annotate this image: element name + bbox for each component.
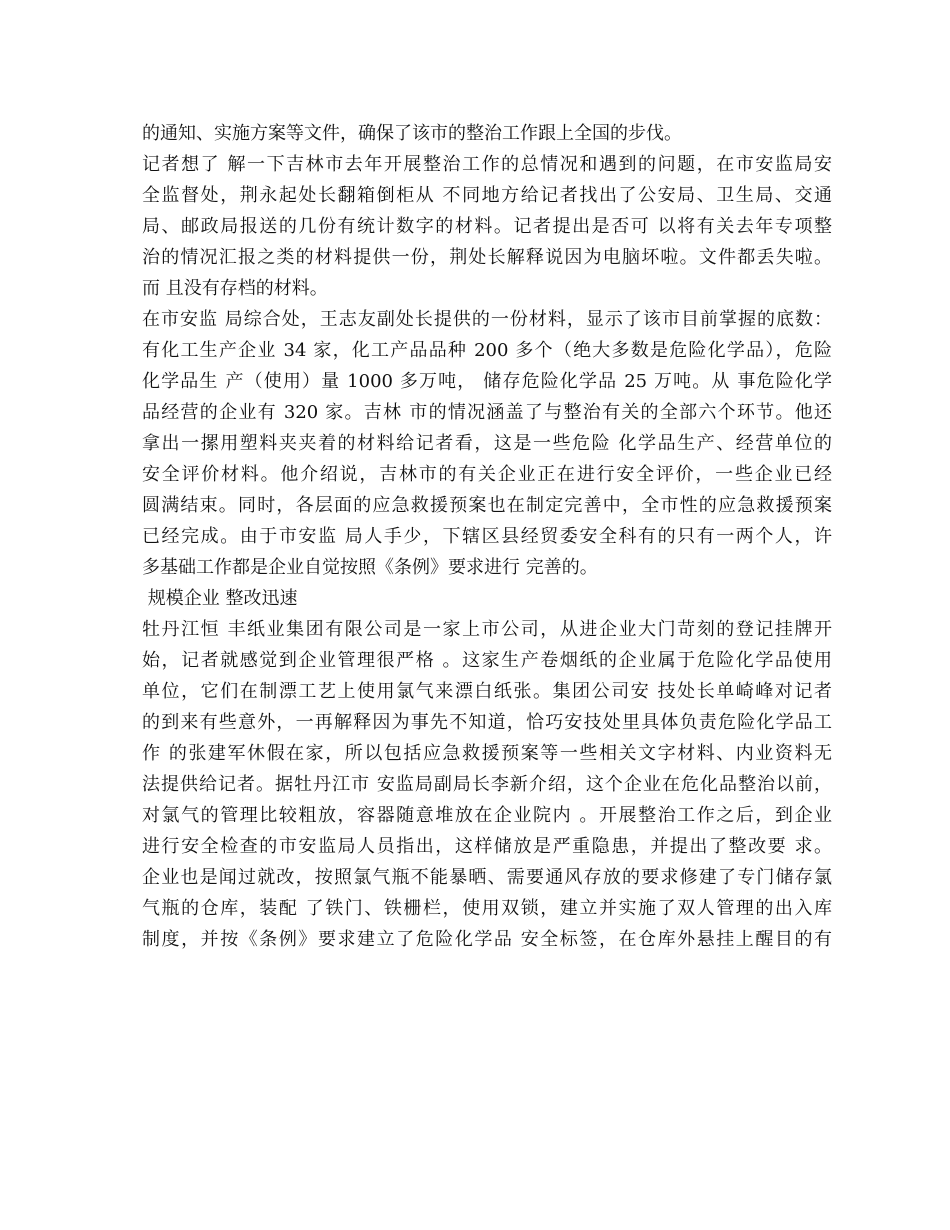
- text-line: 始，记者就感觉到企业管理很严格 。这家生产卷烟纸的企业属于危险化学品使用: [142, 650, 832, 671]
- text-line: 拿出一摞用塑料夹夹着的材料给记者看，这是一些危险 化学品生产、经营单位的: [142, 433, 832, 454]
- text-line: 局、邮政局报送的几份有统计数字的材料。记者提出是否可 以将有关去年专项整: [142, 216, 832, 237]
- text-line: 而 且没有存档的材料。: [142, 278, 328, 299]
- text-line: 有化工生产企业 34 家，化工产品品种 200 多个（绝大多数是危险化学品），危险: [142, 340, 832, 361]
- text-line: 进行安全检查的市安监局人员指出，这样储放是严重隐患，并提出了整改要 求。: [142, 836, 832, 857]
- text-line: 单位，它们在制漂工艺上使用氯气来漂白纸张。集团公司安 技处长单崎峰对记者: [142, 681, 832, 702]
- text-line: 牡丹江恒 丰纸业集团有限公司是一家上市公司，从进企业大门苛刻的登记挂牌开: [142, 619, 832, 640]
- text-line: 企业也是闻过就改，按照氯气瓶不能暴晒、需要通风存放的要求修建了专门储存氯: [142, 867, 832, 888]
- text-line: 安全评价材料。他介绍说，吉林市的有关企业正在进行安全评价，一些企业已经: [142, 464, 832, 485]
- text-line: 多基础工作都是企业自觉按照《条例》要求进行 完善的。: [142, 557, 598, 578]
- text-line: 圆满结束。同时，各层面的应急救援预案也在制定完善中，全市性的应急救援预案: [142, 495, 832, 516]
- text-line: 化学品生 产（使用）量 1000 多万吨， 储存危险化学品 25 万吨。从 事危险化学: [142, 371, 832, 392]
- text-line: 的通知、实施方案等文件，确保了该市的整治工作跟上全国的步伐。: [142, 123, 682, 144]
- text-line: 在市安监 局综合处，王志友副处长提供的一份材料，显示了该市目前掌握的底数：: [142, 309, 832, 330]
- text-line: 法提供给记者。据牡丹江市 安监局副局长李新介绍，这个企业在危化品整治以前，: [142, 774, 832, 795]
- text-line: 治的情况汇报之类的材料提供一份，荆处长解释说因为电脑坏啦。文件都丢失啦。: [142, 247, 832, 268]
- text-line: 制度，并按《条例》要求建立了危险化学品 安全标签，在仓库外悬挂上醒目的有: [142, 929, 832, 950]
- text-line: 品经营的企业有 320 家。吉林 市的情况涵盖了与整治有关的全部六个环节。他还: [142, 402, 832, 423]
- text-line: 记者想了 解一下吉林市去年开展整治工作的总情况和遇到的问题，在市安监局安: [142, 154, 832, 175]
- section-heading: 规模企业 整改迅速: [142, 588, 298, 609]
- text-line: 作 的张建军休假在家，所以包括应急救援预案等一些相关文字材料、内业资料无: [142, 743, 832, 764]
- text-line: 全监督处，荆永起处长翻箱倒柜从 不同地方给记者找出了公安局、卫生局、交通: [142, 185, 832, 206]
- text-line: 的到来有些意外，一再解释因为事先不知道，恰巧安技处里具体负责危险化学品工: [142, 712, 832, 733]
- text-line: 已经完成。由于市安监 局人手少，下辖区县经贸委安全科有的只有一两个人，许: [142, 526, 832, 547]
- text-line: 对氯气的管理比较粗放，容器随意堆放在企业院内 。开展整治工作之后，到企业: [142, 805, 832, 826]
- article-body: [142, 118, 832, 955]
- text-line: 气瓶的仓库，装配 了铁门、铁栅栏，使用双锁，建立并实施了双人管理的出入库: [142, 898, 832, 919]
